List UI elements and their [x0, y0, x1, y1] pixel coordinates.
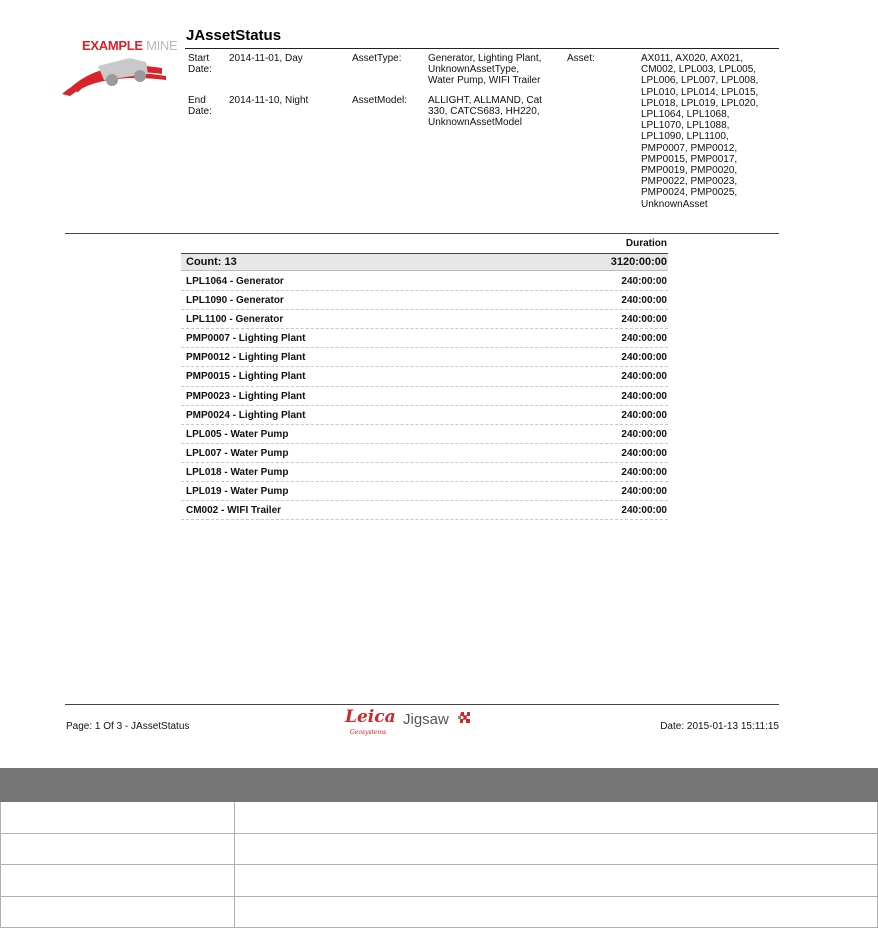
- table-row: LPL005 - Water Pump 240:00:00: [181, 425, 668, 444]
- jigsaw-logo: Jigsaw: [403, 711, 449, 728]
- header-divider: [185, 48, 779, 49]
- asset-label: Asset:: [567, 53, 595, 64]
- report-title: JAssetStatus: [186, 27, 282, 44]
- logo-text: EXAMPLE MINE: [82, 38, 178, 53]
- end-date-value: 2014-11-10, Night: [229, 95, 309, 106]
- table-row: LPL007 - Water Pump 240:00:00: [181, 444, 668, 463]
- end-date-label: End Date:: [188, 95, 212, 118]
- table-row: LPL019 - Water Pump 240:00:00: [181, 482, 668, 501]
- count-total-duration: 3120:00:00: [610, 256, 667, 268]
- table-row: LPL1100 - Generator 240:00:00: [181, 310, 668, 329]
- asset-type-label: AssetType:: [352, 53, 402, 64]
- start-date-value: 2014-11-01, Day: [229, 53, 303, 64]
- section-divider: [65, 233, 779, 234]
- page-indicator: Page: 1 Of 3 - JAssetStatus: [66, 721, 190, 732]
- table-row: PMP0007 - Lighting Plant 240:00:00: [181, 329, 668, 348]
- asset-type-value: Generator, Lighting Plant, UnknownAssetType, Water Pump, WIFI Trailer: [428, 53, 542, 87]
- grid-row: [1, 896, 878, 928]
- leica-subtitle: Geosystems: [350, 729, 387, 736]
- table-row: CM002 - WIFI Trailer 240:00:00: [181, 501, 668, 520]
- grid-row: [1, 833, 878, 865]
- table-row: PMP0023 - Lighting Plant 240:00:00: [181, 387, 668, 406]
- table-row: PMP0012 - Lighting Plant 240:00:00: [181, 348, 668, 367]
- puzzle-piece-icon: [456, 710, 472, 726]
- duration-column-header: Duration: [625, 238, 667, 249]
- print-date: Date: 2015-01-13 15:11:15: [660, 721, 779, 732]
- asset-model-value: ALLIGHT, ALLMAND, Cat 330, CATCS683, HH220, UnknownAssetModel: [428, 95, 542, 129]
- grid-row: [1, 865, 878, 897]
- footer-divider: [65, 704, 779, 705]
- empty-grid: [0, 768, 878, 928]
- asset-model-label: AssetModel:: [352, 95, 408, 106]
- asset-duration-list: [181, 272, 668, 520]
- grid-header-row: [1, 769, 878, 802]
- count-label: Count: 13: [186, 256, 237, 268]
- table-row: LPL1064 - Generator 240:00:00: [181, 272, 668, 291]
- example-mine-logo: [60, 28, 178, 98]
- grid-row: [1, 802, 878, 834]
- table-row: PMP0024 - Lighting Plant 240:00:00: [181, 406, 668, 425]
- table-row: PMP0015 - Lighting Plant 240:00:00: [181, 367, 668, 386]
- start-date-label: Start Date:: [188, 53, 212, 76]
- count-summary-row: [181, 253, 668, 271]
- leica-logo: Leica: [345, 707, 396, 727]
- asset-value: AX011, AX020, AX021, CM002, LPL003, LPL005, LPL006, LPL007, LPL008, LPL010, LPL014, LPL015, LPL018, LPL019, LPL020, LPL1064, LPL1068, LPL1070, LPL1088, LPL1090, LPL1100, PMP0007, PMP0012, PMP0015, PMP0017, PMP0019, PMP0020, PMP0022, PMP0023, PMP0024, PMP0025, UnknownAsset: [641, 53, 759, 210]
- table-row: LPL1090 - Generator 240:00:00: [181, 291, 668, 310]
- table-row: LPL018 - Water Pump 240:00:00: [181, 463, 668, 482]
